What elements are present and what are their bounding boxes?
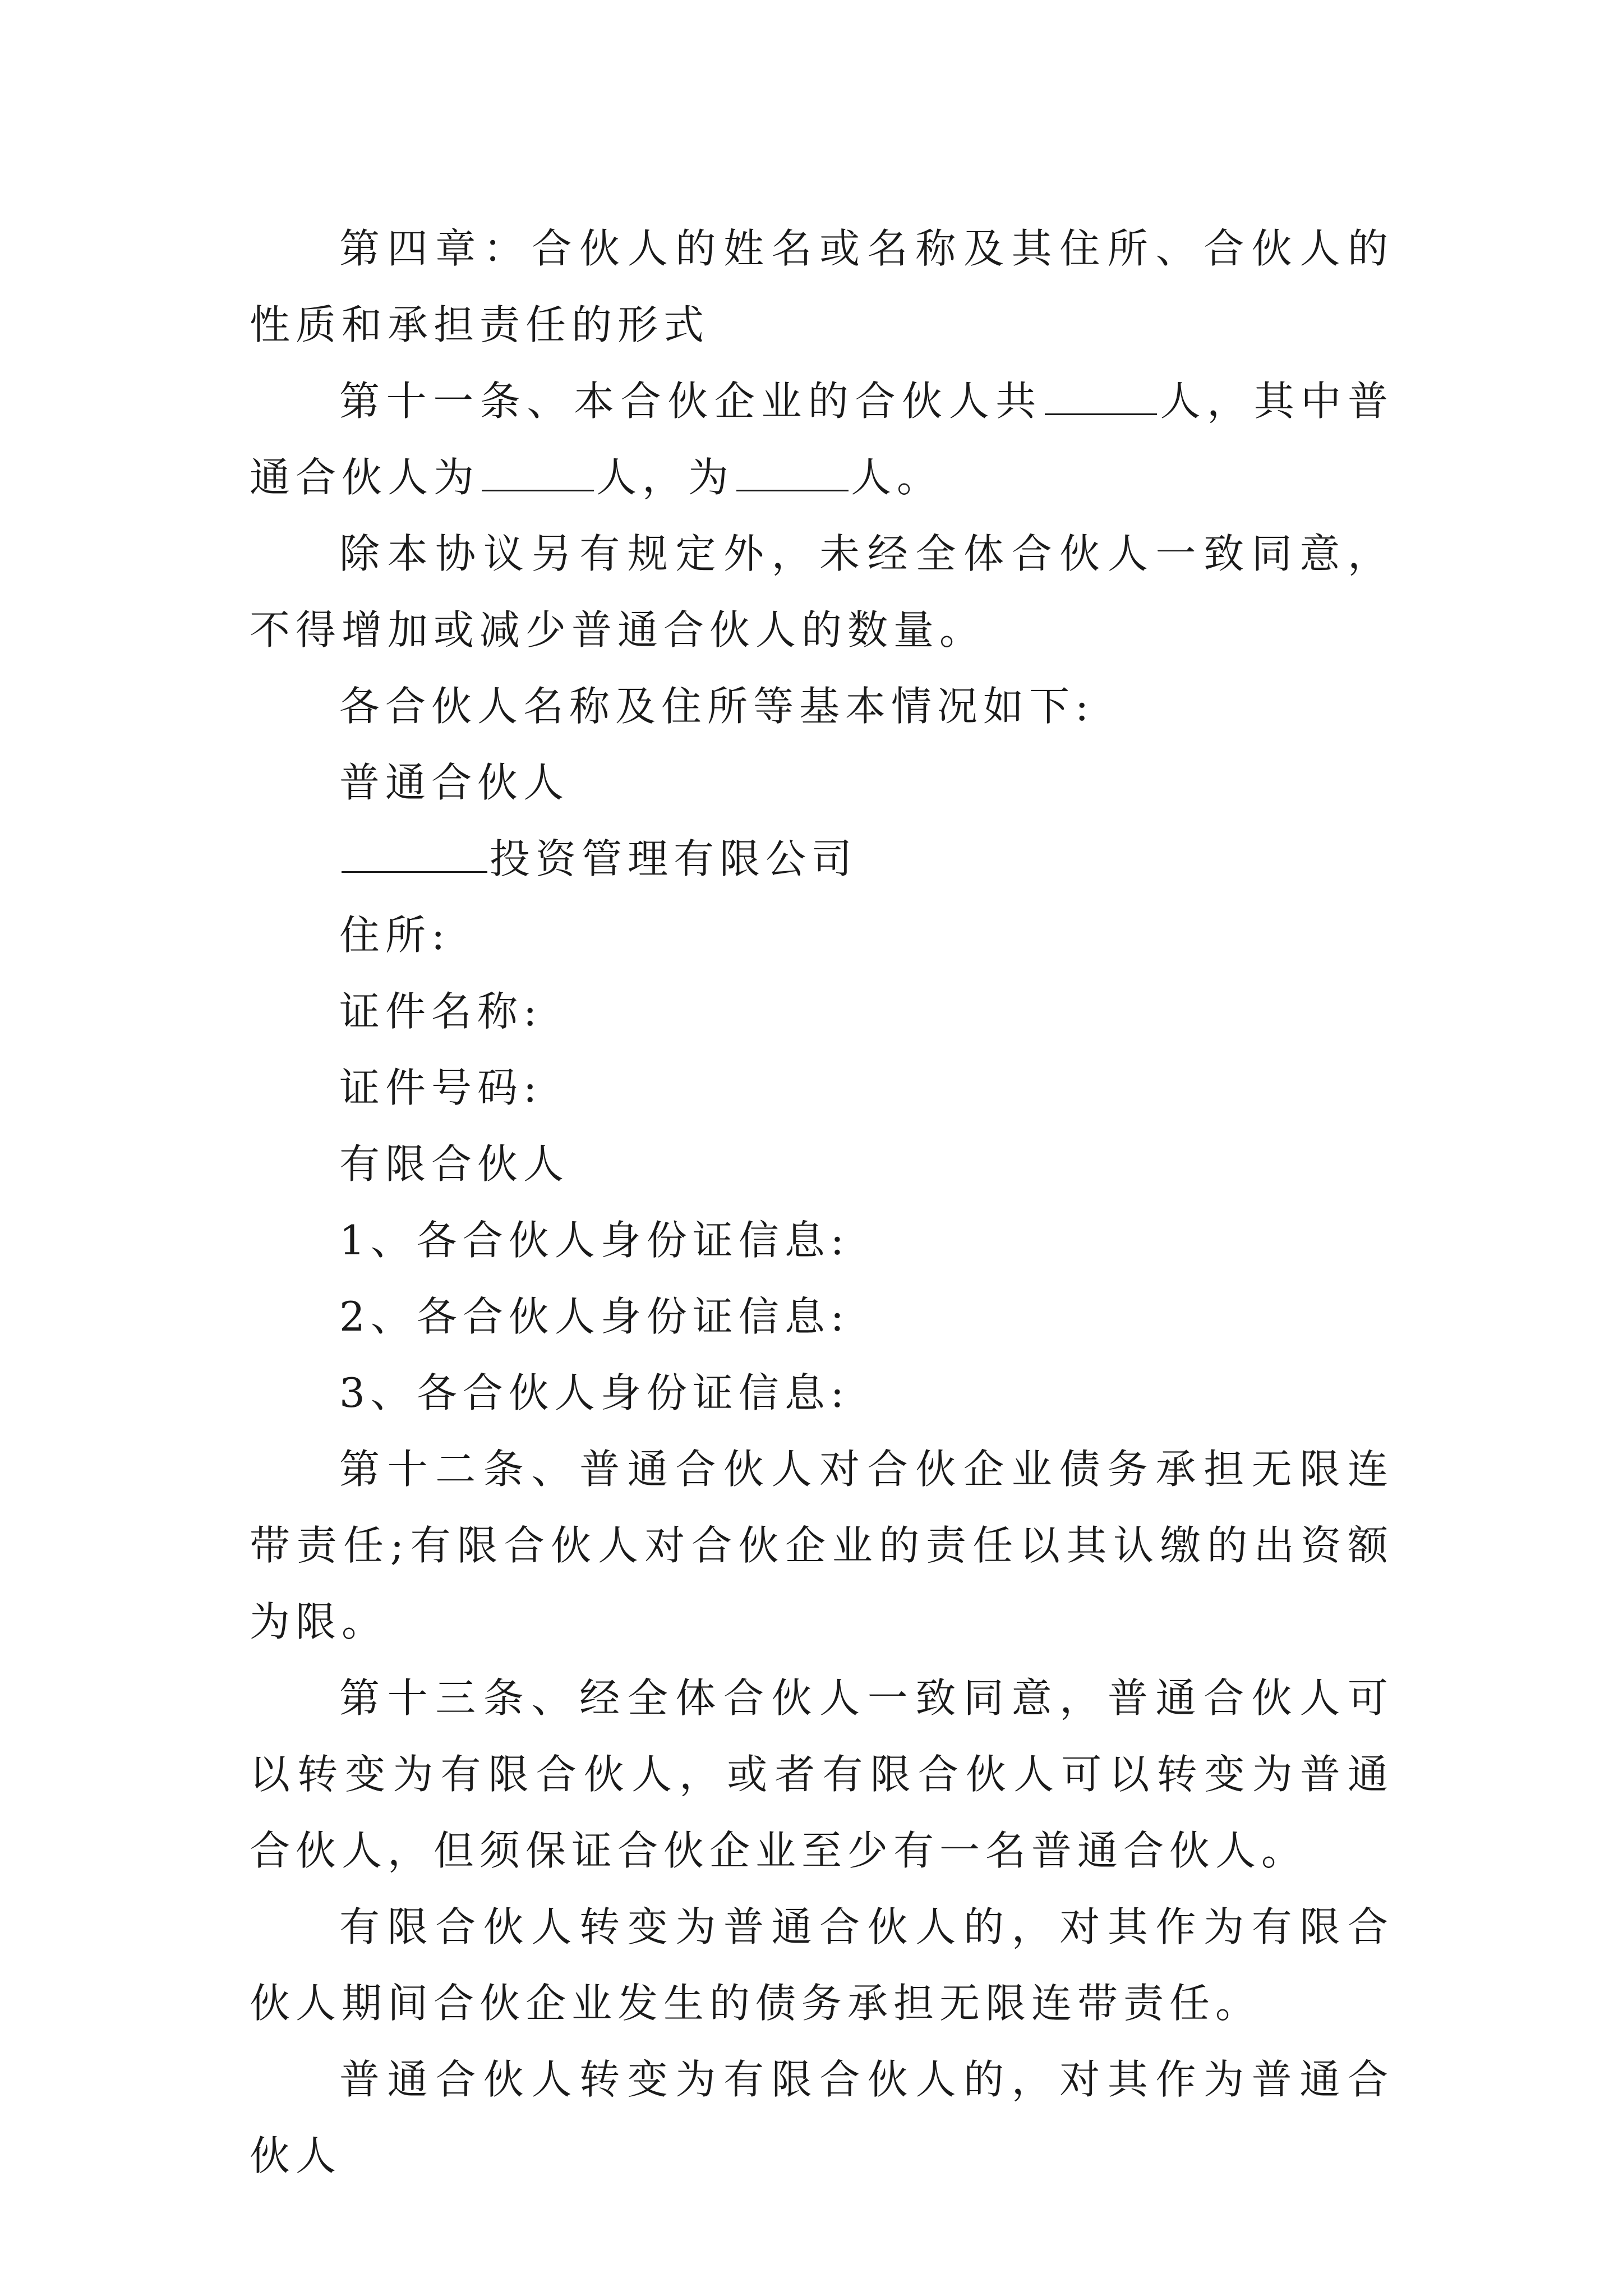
article-12: 第十二条、普通合伙人对合伙企业债务承担无限连带责任;有限合伙人对合伙企业的责任以其认缴的出资额为限。 [250, 1446, 1394, 1645]
address-label: 住所: [339, 912, 451, 959]
company-name-line [250, 821, 1394, 897]
company-name-suffix: 投资管理有限公司 [490, 835, 858, 882]
id-name-label: 证件名称: [339, 988, 543, 1035]
article-11-part1: 第十一条、本合伙企业的合伙人共 [339, 378, 1043, 425]
article-13-paragraph-2: 有限合伙人转变为普通合伙人的，对其作为有限合伙人期间合伙企业发生的债务承担无限连带责任。 [250, 1903, 1394, 2027]
article-11-part4: 人。 [851, 454, 943, 501]
blank-company-name [342, 838, 487, 873]
article-11-part3: 人，为 [596, 454, 735, 501]
document-body [250, 210, 1394, 2194]
lp-item: 3、各合伙人身份证信息: [339, 1369, 850, 1416]
limited-partner-heading: 有限合伙人 [339, 1140, 570, 1188]
article-13-paragraph-3: 普通合伙人转变为有限合伙人的，对其作为普通合伙人 [250, 2056, 1394, 2179]
blank-general-partners [482, 456, 594, 491]
article-13: 第十三条、经全体合伙人一致同意，普通合伙人可以转变为有限合伙人，或者有限合伙人可以转变为普通合伙人，但须保证合伙企业至少有一名普通合伙人。 [250, 1674, 1394, 1874]
lp-item: 1、各合伙人身份证信息: [339, 1217, 850, 1264]
general-partner-heading: 普通合伙人 [339, 759, 570, 806]
article-11-part2: 人，其中普通合伙人为 [250, 378, 1394, 501]
blank-other-partners [736, 456, 849, 491]
article-11-paragraph-2: 除本协议另有规定外，未经全体合伙人一致同意，不得增加或减少普通合伙人的数量。 [250, 530, 1394, 654]
blank-total-partners [1045, 380, 1157, 415]
chapter-heading: 第四章：合伙人的姓名或名称及其住所、合伙人的性质和承担责任的形式 [250, 225, 1394, 348]
lp-item: 2、各合伙人身份证信息: [339, 1293, 850, 1340]
id-number-label: 证件号码: [339, 1064, 543, 1111]
partners-intro: 各合伙人名称及住所等基本情况如下: [339, 683, 1095, 730]
article-11 [250, 363, 1394, 516]
